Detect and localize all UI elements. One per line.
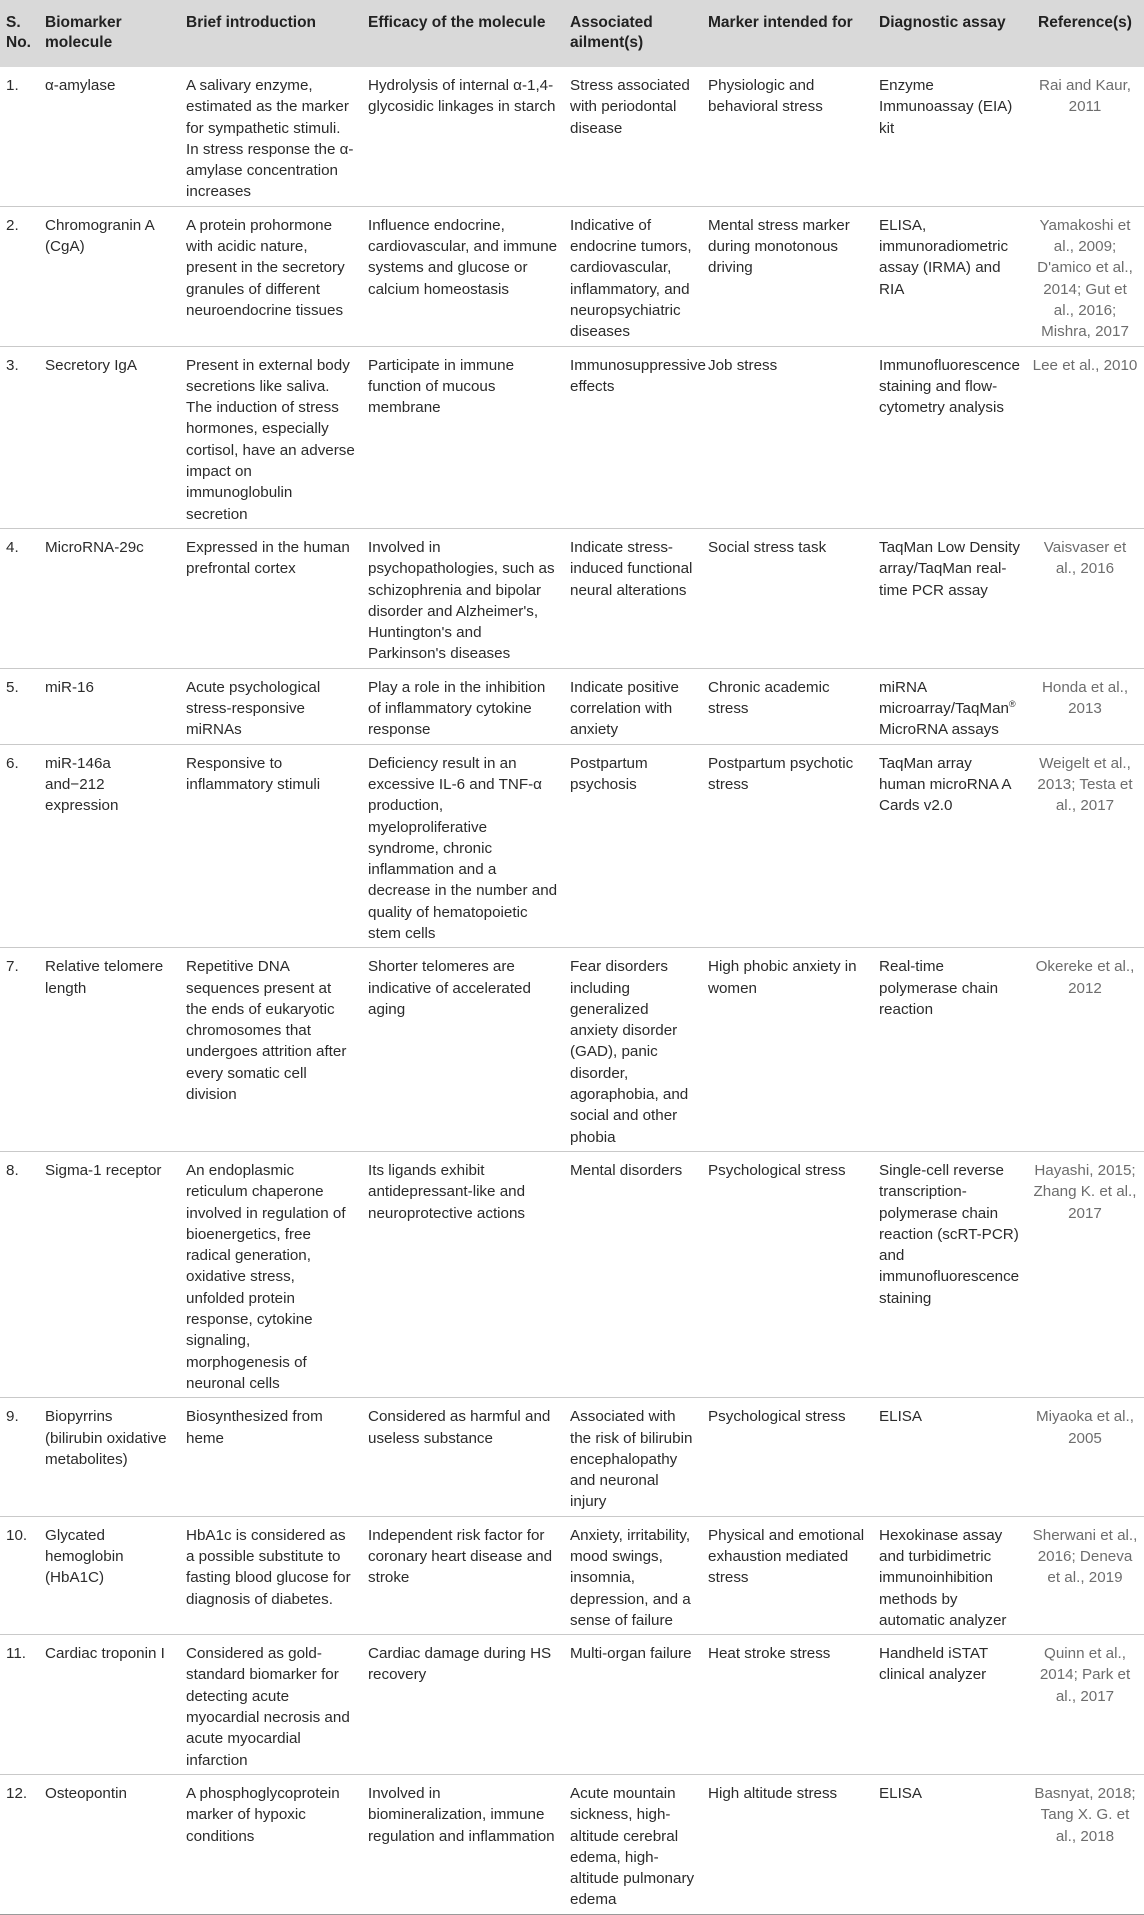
cell-marker: Physiologic and behavioral stress [702, 67, 873, 206]
table-row [0, 1151, 1144, 1397]
cell-efficacy: Involved in psychopathologies, such as schizophrenia and bipolar disorder and Alzheimer's, Huntington's and Parkinson's diseases [362, 528, 564, 668]
header-row [0, 0, 1144, 67]
cell-intro: A phosphoglycoprotein marker of hypoxic conditions [180, 1774, 362, 1914]
cell-ref: Sherwani et al., 2016; Deneva et al., 2019 [1026, 1516, 1144, 1634]
cell-ailment: Indicative of endocrine tumors, cardiovascular, inflammatory, and neuropsychiatric diseases [564, 206, 702, 346]
table-body [0, 67, 1144, 1914]
cell-marker: Psychological stress [702, 1398, 873, 1516]
cell-intro: A protein prohormone with acidic nature, present in the secretory granules of different neuroendocrine tissues [180, 206, 362, 346]
cell-ailment: Multi-organ failure [564, 1635, 702, 1775]
cell-sno: 5. [0, 668, 39, 744]
cell-ailment: Stress associated with periodontal disease [564, 67, 702, 206]
cell-intro: Present in external body secretions like saliva. The induction of stress hormones, especially cortisol, have an adverse impact on immunoglobulin secretion [180, 346, 362, 528]
cell-assay [873, 668, 1026, 744]
cell-efficacy: Its ligands exhibit antidepressant-like and neuroprotective actions [362, 1151, 564, 1397]
cell-ailment: Mental disorders [564, 1151, 702, 1397]
header-intro: Brief introduction [186, 14, 317, 31]
cell-ref: Weigelt et al., 2013; Testa et al., 2017 [1026, 744, 1144, 948]
cell-molecule: Sigma-1 receptor [39, 1151, 180, 1397]
cell-sno: 3. [0, 346, 39, 528]
cell-assay: TaqMan array human microRNA A Cards v2.0 [873, 744, 1026, 948]
cell-assay: Enzyme Immunoassay (EIA) kit [873, 67, 1026, 206]
cell-efficacy: Deficiency result in an excessive IL-6 and TNF-α production, myeloproliferative syndrome, chronic inflammation and a decrease in the number and quality of hematopoietic stem cells [362, 744, 564, 948]
cell-marker: Chronic academic stress [702, 668, 873, 744]
cell-molecule: Relative telomere length [39, 948, 180, 1152]
cell-efficacy: Play a role in the inhibition of inflammatory cytokine response [362, 668, 564, 744]
cell-assay: Real-time polymerase chain reaction [873, 948, 1026, 1152]
cell-molecule: Osteopontin [39, 1774, 180, 1914]
cell-ailment: Fear disorders including generalized anxiety disorder (GAD), panic disorder, agoraphobia, and social and other phobia [564, 948, 702, 1152]
cell-marker: Heat stroke stress [702, 1635, 873, 1775]
cell-ref: Basnyat, 2018; Tang X. G. et al., 2018 [1026, 1774, 1144, 1914]
cell-ailment: Indicate stress-induced functional neural alterations [564, 528, 702, 668]
header-sno: S. No. [6, 14, 31, 51]
table-row [0, 206, 1144, 346]
cell-ref: Okereke et al., 2012 [1026, 948, 1144, 1152]
table-row [0, 948, 1144, 1152]
cell-efficacy: Shorter telomeres are indicative of accelerated aging [362, 948, 564, 1152]
cell-molecule: miR-146a and−212 expression [39, 744, 180, 948]
cell-efficacy: Independent risk factor for coronary heart disease and stroke [362, 1516, 564, 1634]
cell-intro: An endoplasmic reticulum chaperone involved in regulation of bioenergetics, free radical generation, oxidative stress, unfolded protein response, cytokine signaling, morphogenesis of neuronal cells [180, 1151, 362, 1397]
cell-marker: High altitude stress [702, 1774, 873, 1914]
cell-intro: Acute psychological stress-responsive miRNAs [180, 668, 362, 744]
header-marker: Marker intended for [708, 14, 853, 31]
table-row [0, 1516, 1144, 1634]
cell-sno: 10. [0, 1516, 39, 1634]
cell-sno: 2. [0, 206, 39, 346]
cell-ref: Honda et al., 2013 [1026, 668, 1144, 744]
cell-efficacy: Involved in biomineralization, immune regulation and inflammation [362, 1774, 564, 1914]
cell-ref: Miyaoka et al., 2005 [1026, 1398, 1144, 1516]
cell-assay: Single-cell reverse transcription-polymerase chain reaction (scRT-PCR) and immunofluorescence staining [873, 1151, 1026, 1397]
cell-ref: Quinn et al., 2014; Park et al., 2017 [1026, 1635, 1144, 1775]
cell-ref: Rai and Kaur, 2011 [1026, 67, 1144, 206]
table-row [0, 67, 1144, 206]
cell-marker: Physical and emotional exhaustion mediated stress [702, 1516, 873, 1634]
cell-molecule: MicroRNA-29c [39, 528, 180, 668]
cell-sno: 8. [0, 1151, 39, 1397]
header-ailment: Associated ailment(s) [570, 14, 653, 51]
cell-assay: TaqMan Low Density array/TaqMan real-time PCR assay [873, 528, 1026, 668]
table-row [0, 1398, 1144, 1516]
cell-assay: ELISA [873, 1774, 1026, 1914]
table-header [0, 0, 1144, 67]
cell-marker: Job stress [702, 346, 873, 528]
cell-efficacy: Considered as harmful and useless substance [362, 1398, 564, 1516]
cell-assay: ELISA, immunoradiometric assay (IRMA) and RIA [873, 206, 1026, 346]
cell-molecule: Cardiac troponin I [39, 1635, 180, 1775]
cell-molecule: Biopyrrins (bilirubin oxidative metabolites) [39, 1398, 180, 1516]
cell-molecule: miR-16 [39, 668, 180, 744]
cell-sno: 1. [0, 67, 39, 206]
cell-marker: High phobic anxiety in women [702, 948, 873, 1152]
cell-sno: 11. [0, 1635, 39, 1775]
assay-text-tail: MicroRNA assays [879, 721, 999, 739]
assay-text: miRNA microarray/TaqMan [879, 678, 1009, 718]
cell-marker: Social stress task [702, 528, 873, 668]
cell-efficacy: Cardiac damage during HS recovery [362, 1635, 564, 1775]
cell-molecule: Chromogranin A (CgA) [39, 206, 180, 346]
cell-molecule: Glycated hemoglobin (HbA1C) [39, 1516, 180, 1634]
cell-molecule: α-amylase [39, 67, 180, 206]
table-row [0, 668, 1144, 744]
cell-ref: Lee et al., 2010 [1026, 346, 1144, 528]
cell-assay: Hexokinase assay and turbidimetric immunoinhibition methods by automatic analyzer [873, 1516, 1026, 1634]
cell-efficacy: Hydrolysis of internal α-1,4-glycosidic linkages in starch [362, 67, 564, 206]
cell-ailment: Anxiety, irritability, mood swings, insomnia, depression, and a sense of failure [564, 1516, 702, 1634]
header-molecule: Biomarker molecule [45, 14, 122, 51]
cell-efficacy: Influence endocrine, cardiovascular, and immune systems and glucose or calcium homeostasis [362, 206, 564, 346]
cell-intro: Repetitive DNA sequences present at the ends of eukaryotic chromosomes that undergoes attrition after every somatic cell division [180, 948, 362, 1152]
cell-molecule: Secretory IgA [39, 346, 180, 528]
cell-ailment: Postpartum psychosis [564, 744, 702, 948]
header-assay: Diagnostic assay [879, 14, 1006, 31]
cell-assay: Immunofluorescence staining and flow-cytometry analysis [873, 346, 1026, 528]
cell-efficacy: Participate in immune function of mucous membrane [362, 346, 564, 528]
cell-ref: Yamakoshi et al., 2009; D'amico et al., 2014; Gut et al., 2016; Mishra, 2017 [1026, 206, 1144, 346]
table-row [0, 1635, 1144, 1775]
table-row [0, 1774, 1144, 1914]
cell-marker: Psychological stress [702, 1151, 873, 1397]
registered-mark: ® [1008, 698, 1016, 709]
cell-intro: Considered as gold-standard biomarker for detecting acute myocardial necrosis and acute myocardial infarction [180, 1635, 362, 1775]
cell-intro: Responsive to inflammatory stimuli [180, 744, 362, 948]
cell-ailment: Associated with the risk of bilirubin encephalopathy and neuronal injury [564, 1398, 702, 1516]
cell-sno: 6. [0, 744, 39, 948]
header-ref: Reference(s) [1038, 14, 1132, 31]
cell-sno: 4. [0, 528, 39, 668]
header-efficacy: Efficacy of the molecule [368, 14, 546, 31]
cell-intro: HbA1c is considered as a possible substitute to fasting blood glucose for diagnosis of diabetes. [180, 1516, 362, 1634]
cell-sno: 7. [0, 948, 39, 1152]
cell-ref: Vaisvaser et al., 2016 [1026, 528, 1144, 668]
cell-ref: Hayashi, 2015; Zhang K. et al., 2017 [1026, 1151, 1144, 1397]
cell-assay: ELISA [873, 1398, 1026, 1516]
cell-marker: Mental stress marker during monotonous driving [702, 206, 873, 346]
table-row [0, 744, 1144, 948]
table-row [0, 528, 1144, 668]
cell-intro: Biosynthesized from heme [180, 1398, 362, 1516]
cell-sno: 9. [0, 1398, 39, 1516]
cell-sno: 12. [0, 1774, 39, 1914]
cell-ailment: Immunosuppressive effects [564, 346, 702, 528]
table-row [0, 346, 1144, 528]
cell-marker: Postpartum psychotic stress [702, 744, 873, 948]
cell-ailment: Acute mountain sickness, high-altitude cerebral edema, high-altitude pulmonary edema [564, 1774, 702, 1914]
cell-intro: Expressed in the human prefrontal cortex [180, 528, 362, 668]
cell-ailment: Indicate positive correlation with anxiety [564, 668, 702, 744]
cell-intro: A salivary enzyme, estimated as the marker for sympathetic stimuli. In stress response the α-amylase concentration increases [180, 67, 362, 206]
cell-assay: Handheld iSTAT clinical analyzer [873, 1635, 1026, 1775]
